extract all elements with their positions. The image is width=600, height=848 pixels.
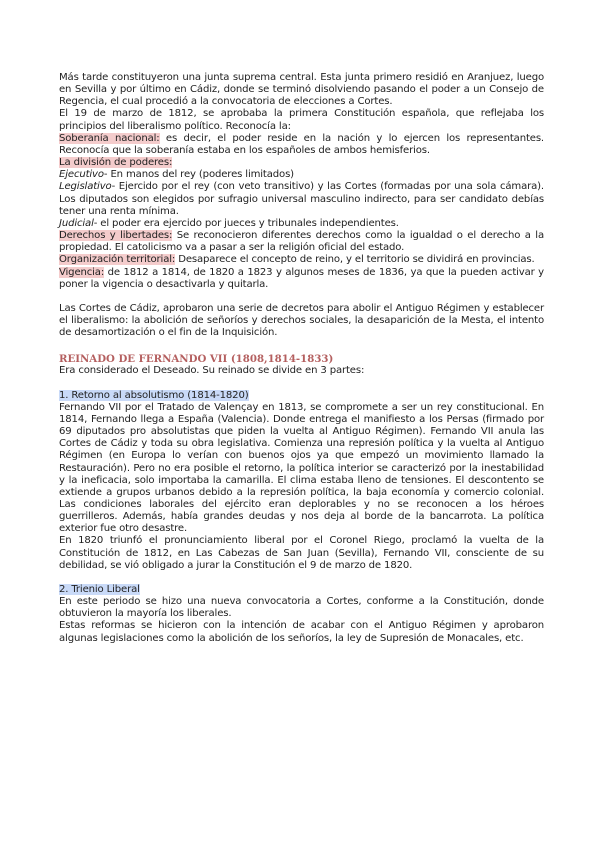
paragraph-constitucion: El 19 de marzo de 1812, se aprobaba la primera Constitución española, que reflejaba los principios del liberalismo político. Reconocía la: (59, 108, 544, 132)
division-label: La división de poderes: (59, 157, 173, 169)
legislativo-label: Legislativo (59, 181, 112, 193)
vigencia-label: Vigencia: (59, 266, 105, 278)
organizacion-text: Desaparece el concepto de reino, y el territorio se dividirá en provincias. (175, 254, 535, 266)
reinado-years: (1808,1814-1833) (230, 353, 334, 366)
paragraph-retorno-2: En 1820 triunfó el pronunciamiento liberal por el Coronel Riego, proclamó la vuelta de la Constitución de 1812, en Las Cabezas de San Juan (Sevilla), Fernando VII, consciente de su debilidad, se vió obligado a jurar la Constitución el 9 de marzo de 1820. (59, 535, 544, 571)
soberania-label: Soberanía nacional: (59, 132, 160, 144)
paragraph-trienio-2: Estas reformas se hicieron con la intención de acabar con el Antiguo Régimen y aprobaron algunas legislaciones como la abolición de los señoríos, la ley de Supresión de Monacales, etc. (59, 620, 544, 644)
paragraph-division (59, 157, 544, 169)
reinado-title: REINADO DE FERNANDO VII (59, 353, 228, 366)
paragraph-ejecutivo (59, 169, 544, 181)
organizacion-label: Organización territorial: (59, 254, 176, 266)
paragraph-retorno-1: Fernando VII por el Tratado de Valençay en 1813, se compromete a ser un rey constitucional. En 1814, Fernando llega a España (Valencia). Donde entrega el manifiesto a los Persas (firmado por 69 diputados pro absolutistas que piden la vuelta al Antiguo Régimen). Fernando VII anula las Cortes de Cádiz y toda su obra legislativa. Comienza una represión política y la vuelta al Antiguo Régimen (en Europa lo verían con buenos ojos ya que empezó un movimiento llamado la Restauración). Pero no era posible el retorno, la política interior se caracterizó por la inestabilidad y la ineficacia, solo importaba la camarilla. El clima estaba lleno de tensiones. El descontento se extiende a grupos urbanos debido a la represión política, la baja economía y comercio colonial. Las condiciones laborales del ejército eran deplorables y no se reconocen a los héroes guerrilleros. Además, había grandes deudas y nos deja al borde de la bancarrota. La política exterior fue otro desastre. (59, 401, 544, 535)
judicial-text: - el poder era ejercido por jueces y tribunales independientes. (93, 217, 399, 229)
paragraph-derechos (59, 230, 544, 254)
ejecutivo-text: - En manos del rey (poderes limitados) (103, 169, 294, 181)
paragraph-decretos: Las Cortes de Cádiz, aprobaron una serie de decretos para abolir el Antiguo Régimen y establecer el liberalismo: la abolición de señoríos y derechos sociales, la desaparición de la Mesta, el intento de desamortización o el fin de la Inquisición. (59, 302, 544, 339)
paragraph-organizacion (59, 254, 544, 266)
ejecutivo-label: Ejecutivo (59, 169, 104, 181)
vigencia-text: de 1812 a 1814, de 1820 a 1823 y algunos meses de 1836, ya que la pueden activar y poner la vigencia o desactivarla y quitarla. (59, 266, 544, 290)
heading-retorno (59, 390, 544, 402)
soberania-text: es decir, el poder reside en la nación y lo ejercen los representantes. Reconocía que la soberanía estaba en los españoles de ambos hemisferios. (59, 132, 544, 156)
retorno-heading: 1. Retorno al absolutismo (1814-1820) (59, 389, 249, 401)
judicial-label: Judicial (59, 217, 94, 229)
paragraph-deseado: Era considerado el Deseado. Su reinado se divide en 3 partes: (59, 365, 365, 377)
document-page (59, 72, 544, 645)
paragraph-vigencia (59, 267, 544, 291)
derechos-label: Derechos y libertades: (59, 230, 173, 242)
paragraph-judicial (59, 218, 544, 230)
derechos-text: Se reconocieron diferentes derechos como la igualdad o el derecho a la propiedad. El catolicismo va a pasar a ser la religión oficial del estado. (59, 230, 545, 254)
legislativo-text: - Ejercido por el rey (con veto transitivo) y las Cortes (formadas por una sola cámara). Los diputados son elegidos por sufragio universal masculino indirecto, para ser candidato debías tener una renta mínima. (59, 181, 544, 217)
trienio-heading: 2. Trienio Liberal (59, 583, 140, 595)
section-title-reinado (59, 353, 544, 365)
heading-trienio (59, 584, 544, 596)
paragraph-junta: Más tarde constituyeron una junta suprema central. Esta junta primero residió en Aranjuez, luego en Sevilla y por último en Cádiz, donde se terminó disolviendo pasando el poder a un Consejo de Regencia, el cual procedió a la convocatoria de elecciones a Cortes. (59, 72, 544, 108)
paragraph-trienio-1: En este periodo se hizo una nueva convocatoria a Cortes, conforme a la Constitución, donde obtuvieron la mayoría los liberales. (59, 596, 544, 620)
paragraph-soberania (59, 133, 544, 157)
paragraph-legislativo (59, 181, 544, 217)
